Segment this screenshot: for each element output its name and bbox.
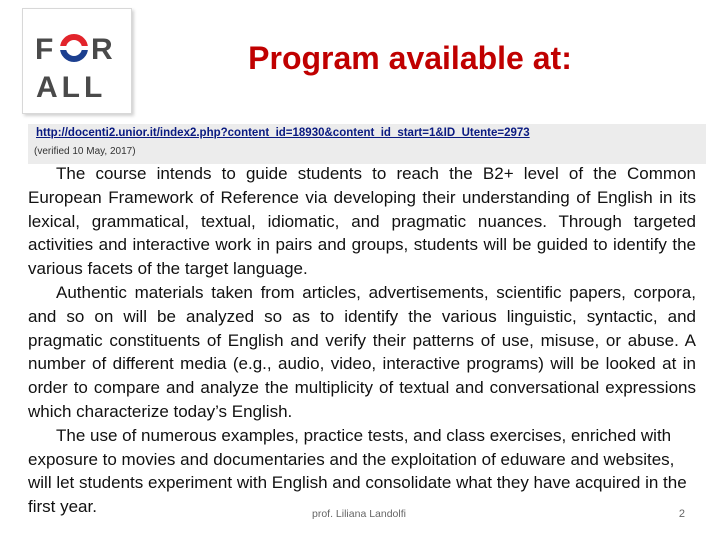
- description-paragraph-3: The use of numerous examples, practice tests, and class exercises, enriched with exposure to movies and documentaries and the exploitation of eduware and websites, will let students experiment with English and consolidate what they have acquired in the first year.: [28, 425, 687, 517]
- logo-letter-f: F: [35, 33, 54, 66]
- description-paragraph-2: Authentic materials taken from articles, advertisements, scientific papers, corpora, and so on will be analyzed so as to identify the various linguistic, syntactic, and pragmatic constituents of English and verify their patterns of use, misuse, or abuse. A number of different media (e.g., audio, video, interactive programs) will be looked at in order to compare and analyze the multiplicity of textual and conversational expressions which characterize today’s English.: [28, 282, 696, 421]
- page-number: 2: [678, 508, 685, 520]
- slide-title: Program available at:: [248, 40, 572, 76]
- source-band: [28, 124, 706, 164]
- description-paragraph-1: The course intends to guide students to reach the B2+ level of the Common European Framework of Reference via developing their understanding of English in its lexical, grammatical, textual, idiomatic, and pragmatic nuances. Through targeted activities and interactive work in pairs and groups, students will be guided to identify the various facets of the target language.: [28, 164, 696, 279]
- course-description: [28, 162, 696, 519]
- logo-ring-icon: [59, 37, 89, 59]
- for-all-logo-graphic: [23, 9, 131, 113]
- for-all-logo: [22, 8, 132, 114]
- logo-word-all: ALL: [36, 71, 107, 104]
- footer-author: prof. Liliana Landolfi: [312, 508, 406, 520]
- verified-date-note: (verified 10 May, 2017): [34, 146, 136, 157]
- program-url-link[interactable]: http://docenti2.unior.it/index2.php?content_id=18930&content_id_start=1&ID_Utente=2973: [36, 127, 530, 139]
- logo-letter-r: R: [91, 33, 113, 66]
